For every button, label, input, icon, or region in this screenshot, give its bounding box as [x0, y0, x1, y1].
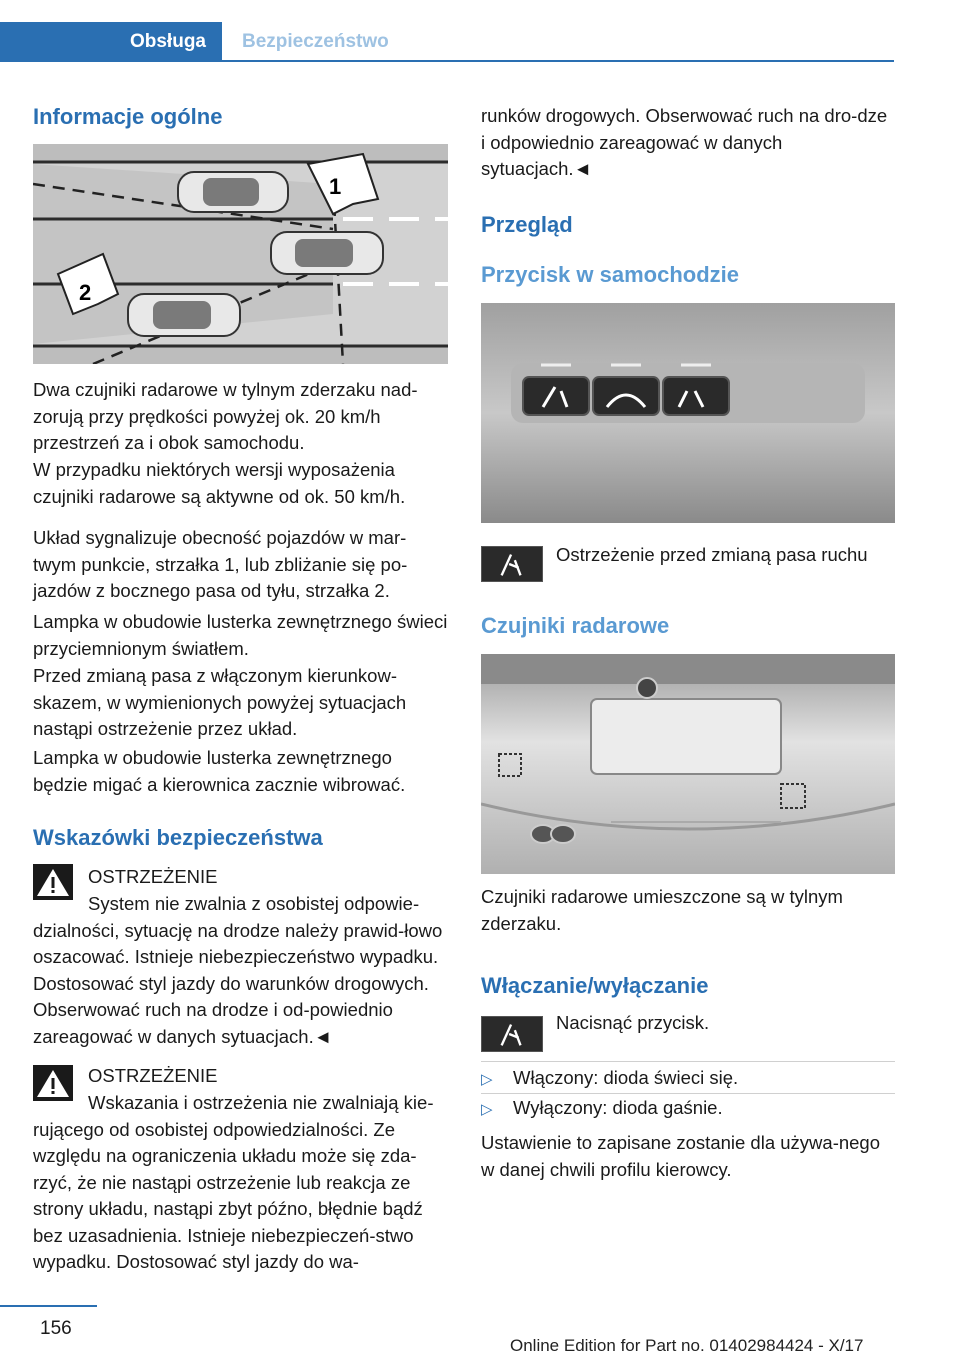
diagram-label-1: 1 [329, 174, 342, 199]
triangle-bullet-icon: ▷ [481, 1071, 493, 1088]
bullet-on [481, 1065, 738, 1093]
lane-diagram-image [33, 144, 448, 364]
heading-general-info: Informacje ogólne [33, 104, 223, 129]
separator [481, 1061, 895, 1062]
diagram-label-2: 2 [79, 280, 92, 305]
separator [481, 1093, 895, 1094]
button-panel-image [481, 303, 895, 523]
warning-2-continued: runków drogowych. Obserwować ruch na dro-dze i odpowiednio zareagować w danych sytuacjach.◄ [481, 105, 888, 179]
warning-2-text: Wskazania i ostrzeżenia nie zwalniają kie-rującego od osobistej odpowiedzialności. Ze względu na ograniczenia układu może się zda-rzyć, że nie nastąpi ostrzeżenie lub reakcja ze strony układu, nastąpi zbyt późno, błędnie bądź bez uzasadnienia. Istnieje niebezpieczeń-stwo wypadku. Dostosować styl jazdy do wa- [33, 1092, 434, 1272]
page-number: 156 [40, 1318, 72, 1339]
header-rule [222, 60, 894, 62]
heading-on-off: Włączanie/wyłączanie [481, 973, 709, 998]
bullet-off-text: Wyłączony: dioda gaśnie. [513, 1097, 723, 1118]
heading-button: Przycisk w samochodzie [481, 262, 739, 287]
press-button-text: Nacisnąć przycisk. [556, 1012, 710, 1033]
paragraph-equipment: W przypadku niektórych wersji wyposażenia czujniki radarowe są aktywne od ok. 50 km/h. [33, 459, 406, 507]
button-caption: Ostrzeżenie przed zmianą pasa ruchu [556, 544, 868, 565]
header-tabs [0, 22, 389, 62]
warning-1-text: System nie zwalnia z osobistej odpowie-dzialności, sytuację na drodze należy prawid-łowo oszacować. Istnieje niebezpieczeństwo wypadku. Dostosować styl jazdy do warunków drogowych. Obserwować ruch na drodze i od-powiednio zareagować w danych sytuacjach.◄ [33, 893, 443, 1047]
warning-2-title: OSTRZEŻENIE [88, 1065, 218, 1086]
paragraph-sensors-intro: Dwa czujniki radarowe w tylnym zderzaku nad-zorują przy prędkości powyżej ok. 20 km/h przestrzeń za i obok samochodu. [33, 379, 418, 453]
bullet-off [481, 1095, 723, 1123]
lane-change-button-icon[interactable] [481, 1016, 543, 1052]
paragraph-profile: Ustawienie to zapisane zostanie dla używa-nego w danej chwili profilu kierowcy. [481, 1132, 881, 1180]
lane-change-warning-icon [481, 546, 543, 582]
heading-overview: Przegląd [481, 212, 573, 237]
triangle-bullet-icon: ▷ [481, 1101, 493, 1118]
footer-rule [0, 1305, 97, 1307]
edition-text: Online Edition for Part no. 01402984424 - X/17 [510, 1336, 864, 1355]
paragraph-sensors-location: Czujniki radarowe umieszczone są w tylnym zderzaku. [481, 886, 843, 934]
bullet-on-text: Włączony: dioda świeci się. [513, 1067, 739, 1088]
tab-bezpieczenstwo[interactable]: Bezpieczeństwo [242, 31, 389, 52]
heading-radar-sensors: Czujniki radarowe [481, 613, 670, 638]
paragraph-lane-change: Przed zmianą pasa z włączonym kierunkow-skazem, w wymienionych powyżej sytuacjach nastąpi ostrzeżenie przez układ. [33, 665, 407, 739]
paragraph-lamp-flash: Lampka w obudowie lusterka zewnętrznego będzie migać a kierownica zacznie wibrować. [33, 747, 406, 795]
rear-bumper-image [481, 654, 895, 874]
tab-obsluga[interactable]: Obsługa [0, 22, 222, 62]
warning-1-title: OSTRZEŻENIE [88, 866, 218, 887]
paragraph-lamp-dim: Lampka w obudowie lusterka zewnętrznego świeci przyciemnionym światłem. [33, 611, 448, 659]
paragraph-blind-spot: Układ sygnalizuje obecność pojazdów w mar-twym punkcie, strzałka 1, lub zbliżanie się po-jazdów z bocznego pasa od tyłu, strzałka 2. [33, 527, 408, 601]
heading-safety: Wskazówki bezpieczeństwa [33, 825, 323, 850]
